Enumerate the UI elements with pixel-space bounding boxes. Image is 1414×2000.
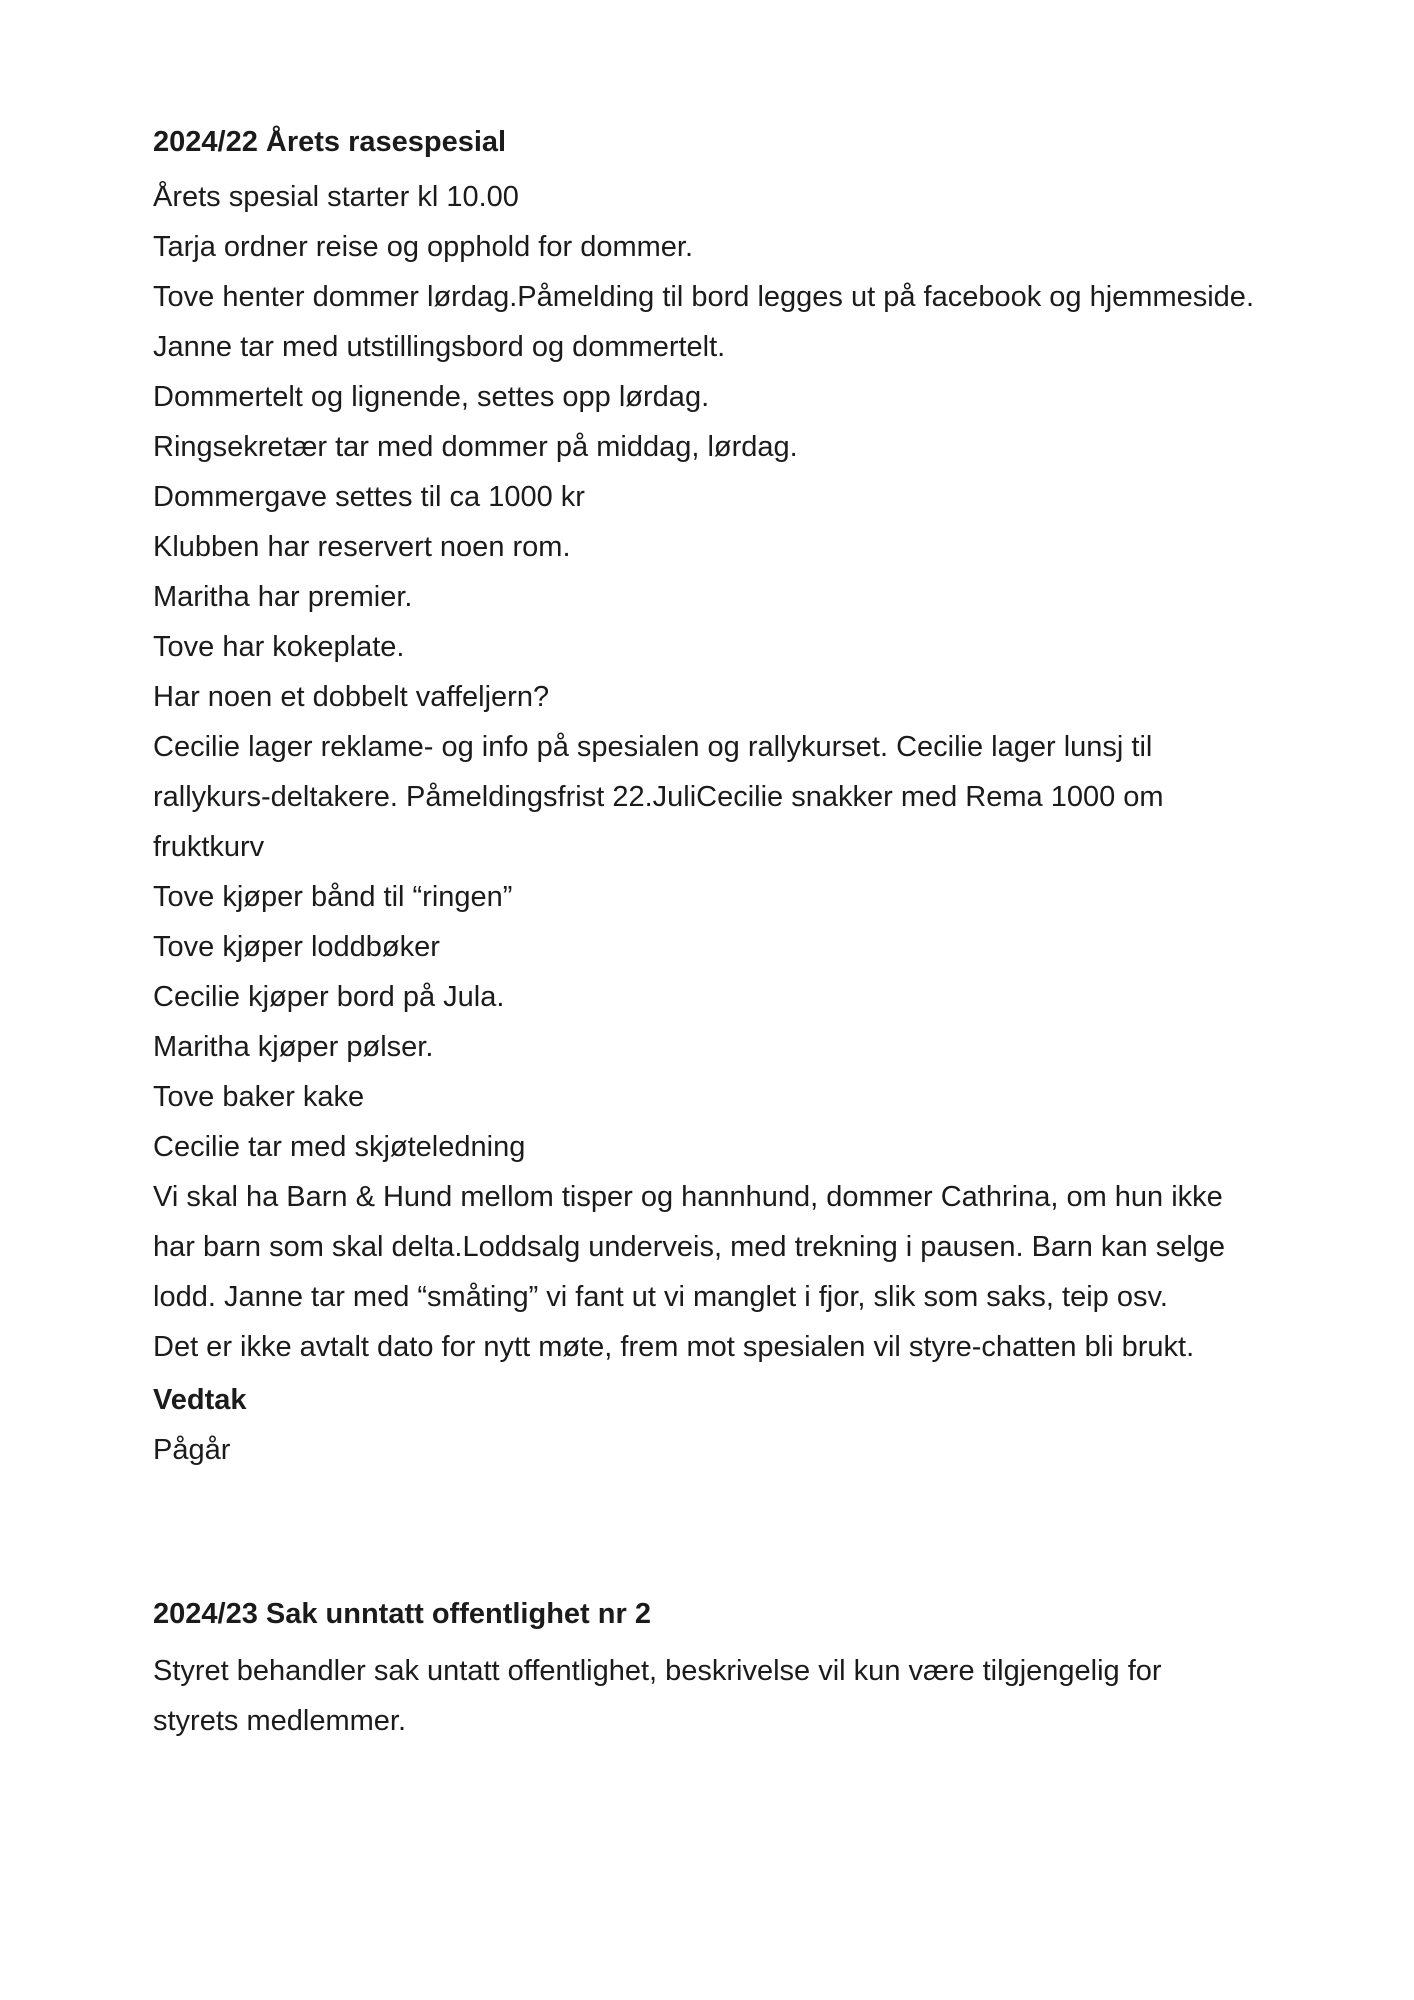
body-line: Det er ikke avtalt dato for nytt møte, frem mot spesialen vil styre-chatten bli brukt.	[153, 1331, 1195, 1363]
body-line: Årets spesial starter kl 10.00	[153, 181, 519, 213]
body-line: Klubben har reservert noen rom.	[153, 531, 571, 563]
section-title: 2024/23 Sak unntatt offentlighet nr 2	[153, 1598, 651, 1630]
body-line: rallykurs-deltakere. Påmeldingsfrist 22.JuliCecilie snakker med Rema 1000 om	[153, 781, 1164, 813]
body-line: Cecilie lager reklame- og info på spesialen og rallykurset. Cecilie lager lunsj til	[153, 731, 1153, 763]
body-line: fruktkurv	[153, 831, 265, 863]
body-line: styrets medlemmer.	[153, 1705, 406, 1737]
document-page	[153, 120, 1353, 1746]
body-line: Dommertelt og lignende, settes opp lørdag.	[153, 381, 710, 413]
body-line: Cecilie kjøper bord på Jula.	[153, 981, 505, 1013]
body-line: har barn som skal delta.Loddsalg underveis, med trekning i pausen. Barn kan selge	[153, 1231, 1226, 1263]
body-line: Maritha kjøper pølser.	[153, 1031, 434, 1063]
body-line: Tarja ordner reise og opphold for dommer.	[153, 231, 694, 263]
section-body	[153, 172, 1353, 1372]
body-line: Tove henter dommer lørdag.Påmelding til bord legges ut på facebook og hjemmeside.	[153, 281, 1254, 313]
section-2024-22	[153, 120, 1353, 1472]
section-body	[153, 1646, 1353, 1746]
section-2024-23	[153, 1592, 1353, 1746]
body-line: Maritha har premier.	[153, 581, 413, 613]
body-line: Janne tar med utstillingsbord og dommertelt.	[153, 331, 726, 363]
body-line: Dommergave settes til ca 1000 kr	[153, 481, 585, 513]
body-line: Tove baker kake	[153, 1081, 365, 1113]
body-line: Tove har kokeplate.	[153, 631, 405, 663]
body-line: Har noen et dobbelt vaffeljern?	[153, 681, 550, 713]
decision-label: Vedtak	[153, 1384, 247, 1416]
body-line: Tove kjøper bånd til “ringen”	[153, 881, 513, 913]
body-line: Vi skal ha Barn & Hund mellom tisper og hannhund, dommer Cathrina, om hun ikke	[153, 1181, 1223, 1213]
body-line: Cecilie tar med skjøteledning	[153, 1131, 526, 1163]
body-line: lodd. Janne tar med “småting” vi fant ut vi manglet i fjor, slik som saks, teip osv.	[153, 1281, 1168, 1313]
body-line: Ringsekretær tar med dommer på middag, lørdag.	[153, 431, 798, 463]
section-title: 2024/22 Årets rasespesial	[153, 126, 507, 158]
body-line: Tove kjøper loddbøker	[153, 931, 440, 963]
body-line: Styret behandler sak untatt offentlighet, beskrivelse vil kun være tilgjengelig for	[153, 1655, 1162, 1687]
decision-value: Pågår	[153, 1434, 231, 1466]
